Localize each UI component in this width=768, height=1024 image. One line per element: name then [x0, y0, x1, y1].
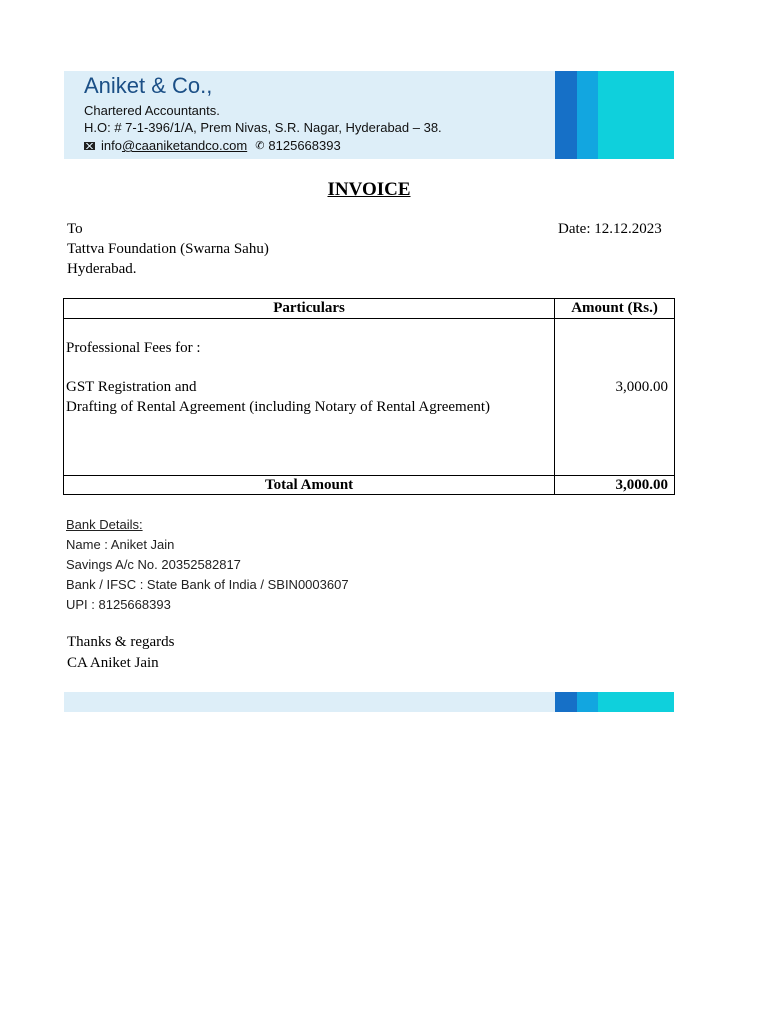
table-row [64, 319, 675, 476]
particular-line-1: Professional Fees for : [66, 340, 201, 356]
bank-ifsc: Bank / IFSC : State Bank of India / SBIN0003607 [66, 577, 349, 592]
footer-stripe-light [598, 692, 674, 712]
phone-number: 8125668393 [268, 138, 341, 153]
invoice-title: INVOICE [327, 179, 411, 200]
particular-line-2: GST Registration and [66, 379, 197, 395]
bank-name: Name : Aniket Jain [66, 537, 175, 552]
footer-stripe-dark [555, 692, 577, 712]
stripe-dark [555, 71, 577, 159]
bank-account: Savings A/c No. 20352582817 [66, 557, 241, 572]
particular-line-3: Drafting of Rental Agreement (including Notary of Rental Agreement) [66, 399, 491, 415]
closing-thanks: Thanks & regards [67, 634, 175, 650]
phone-icon: ✆ [255, 140, 265, 152]
firm-contact [84, 138, 341, 153]
col-particulars: Particulars [64, 299, 555, 319]
footer-stripe-mid [577, 692, 598, 712]
footer-band [64, 692, 674, 712]
total-amount: 3,000.00 [555, 476, 675, 495]
table-total-row [64, 476, 675, 495]
col-amount: Amount (Rs.) [555, 299, 675, 319]
firm-name: Aniket & Co., [84, 73, 213, 98]
particulars-cell [64, 319, 555, 476]
total-label: Total Amount [64, 476, 555, 495]
particulars-table [63, 298, 675, 495]
letterhead-band [64, 71, 674, 159]
invoice-date: Date: 12.12.2023 [558, 221, 662, 237]
envelope-icon [84, 142, 95, 150]
closing-signature: CA Aniket Jain [67, 655, 159, 671]
line-amount: 3,000.00 [615, 379, 668, 395]
amount-cell [555, 319, 675, 476]
email-text[interactable] [101, 138, 247, 153]
email-prefix: info [101, 138, 122, 153]
email-link[interactable]: @caaniketandco.com [121, 138, 248, 153]
firm-address: H.O: # 7-1-396/1/A, Prem Nivas, S.R. Nagar, Hyderabad – 38. [84, 120, 442, 135]
table-header-row [64, 299, 675, 319]
stripe-light [598, 71, 674, 159]
bank-upi: UPI : 8125668393 [66, 597, 171, 612]
stripe-mid [577, 71, 598, 159]
client-city: Hyderabad. [67, 261, 137, 277]
to-label: To [67, 221, 83, 237]
bank-heading: Bank Details: [66, 517, 143, 532]
firm-subtitle: Chartered Accountants. [84, 103, 220, 118]
client-name: Tattva Foundation (Swarna Sahu) [67, 241, 269, 257]
